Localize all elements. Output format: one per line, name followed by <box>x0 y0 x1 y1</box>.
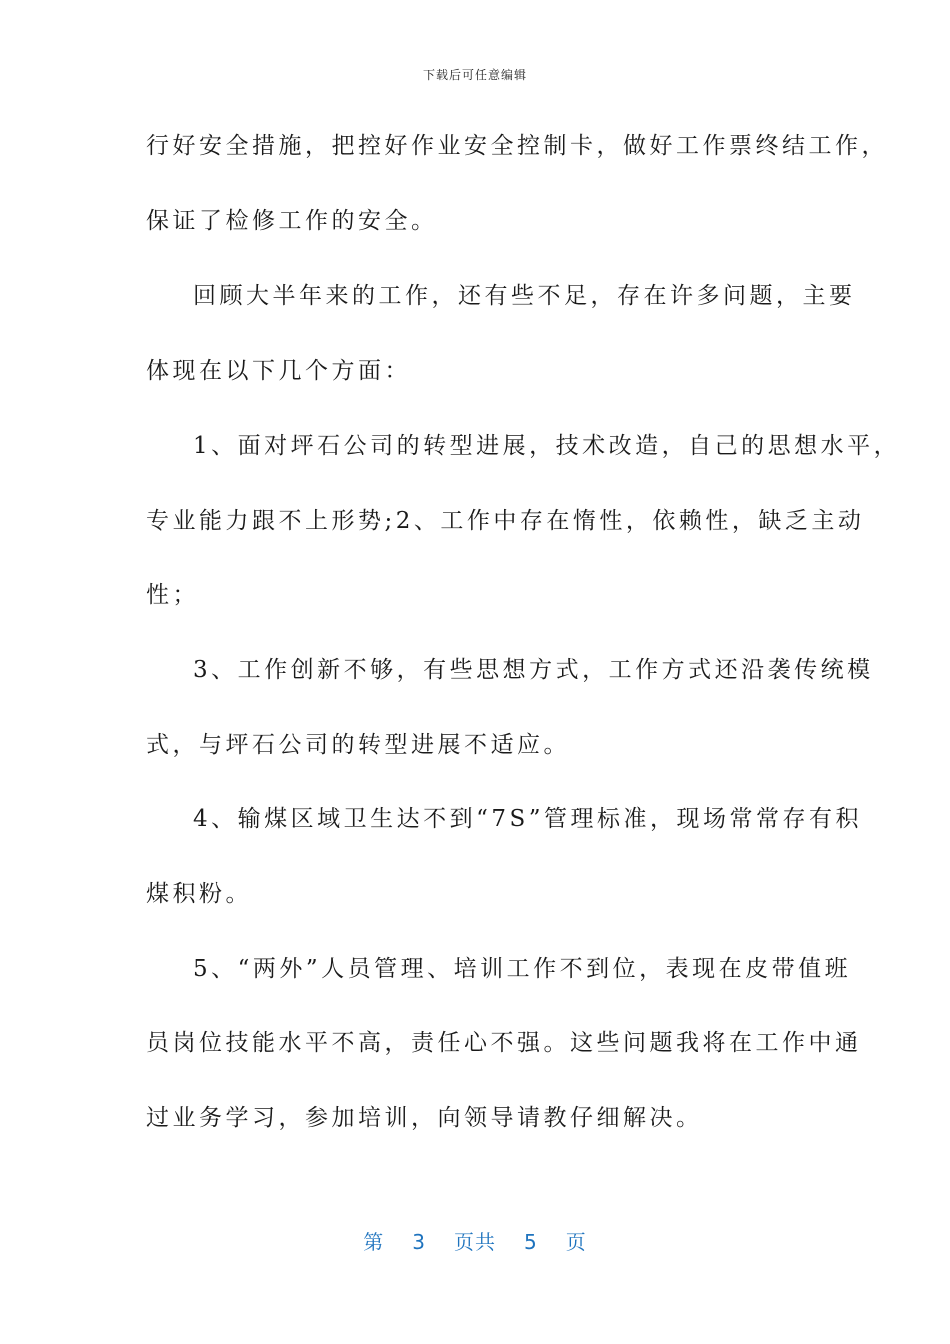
paragraph-line: 过业务学习，参加培训，向领导请教仔细解决。 <box>146 1105 703 1131</box>
total-pages-number: 5 <box>524 1230 538 1254</box>
current-page-number: 3 <box>412 1230 426 1254</box>
page-mid-text: 页共 <box>454 1230 496 1254</box>
paragraph-line: 回顾大半年来的工作，还有些不足，存在许多问题，主要 <box>193 283 856 309</box>
paragraph-line: 煤积粉。 <box>146 881 252 907</box>
paragraph-line: 1、面对坪石公司的转型进展，技术改造，自己的思想水平， <box>193 433 901 459</box>
page-suffix: 页 <box>565 1230 587 1254</box>
paragraph-line: 性； <box>146 582 199 608</box>
page-header-note: 下载后可任意编辑 <box>422 68 527 82</box>
page-prefix: 第 <box>363 1230 385 1254</box>
page-number-footer <box>0 1226 950 1255</box>
paragraph-line: 员岗位技能水平不高，责任心不强。这些问题我将在工作中通 <box>146 1030 862 1056</box>
paragraph-line: 行好安全措施，把控好作业安全控制卡，做好工作票终结工作， <box>146 133 888 159</box>
paragraph-line: 4、输煤区域卫生达不到“7S”管理标准，现场常常存有积 <box>193 806 863 832</box>
paragraph-line: 保证了检修工作的安全。 <box>146 208 438 234</box>
paragraph-line: 3、工作创新不够，有些思想方式，工作方式还沿袭传统模 <box>193 657 874 683</box>
paragraph-line: 式，与坪石公司的转型进展不适应。 <box>146 732 570 758</box>
paragraph-line: 专业能力跟不上形势;2、工作中存在惰性，依赖性，缺乏主动 <box>146 508 865 534</box>
paragraph-line: 体现在以下几个方面： <box>146 358 411 384</box>
paragraph-line: 5、“两外”人员管理、培训工作不到位，表现在皮带值班 <box>193 956 852 982</box>
